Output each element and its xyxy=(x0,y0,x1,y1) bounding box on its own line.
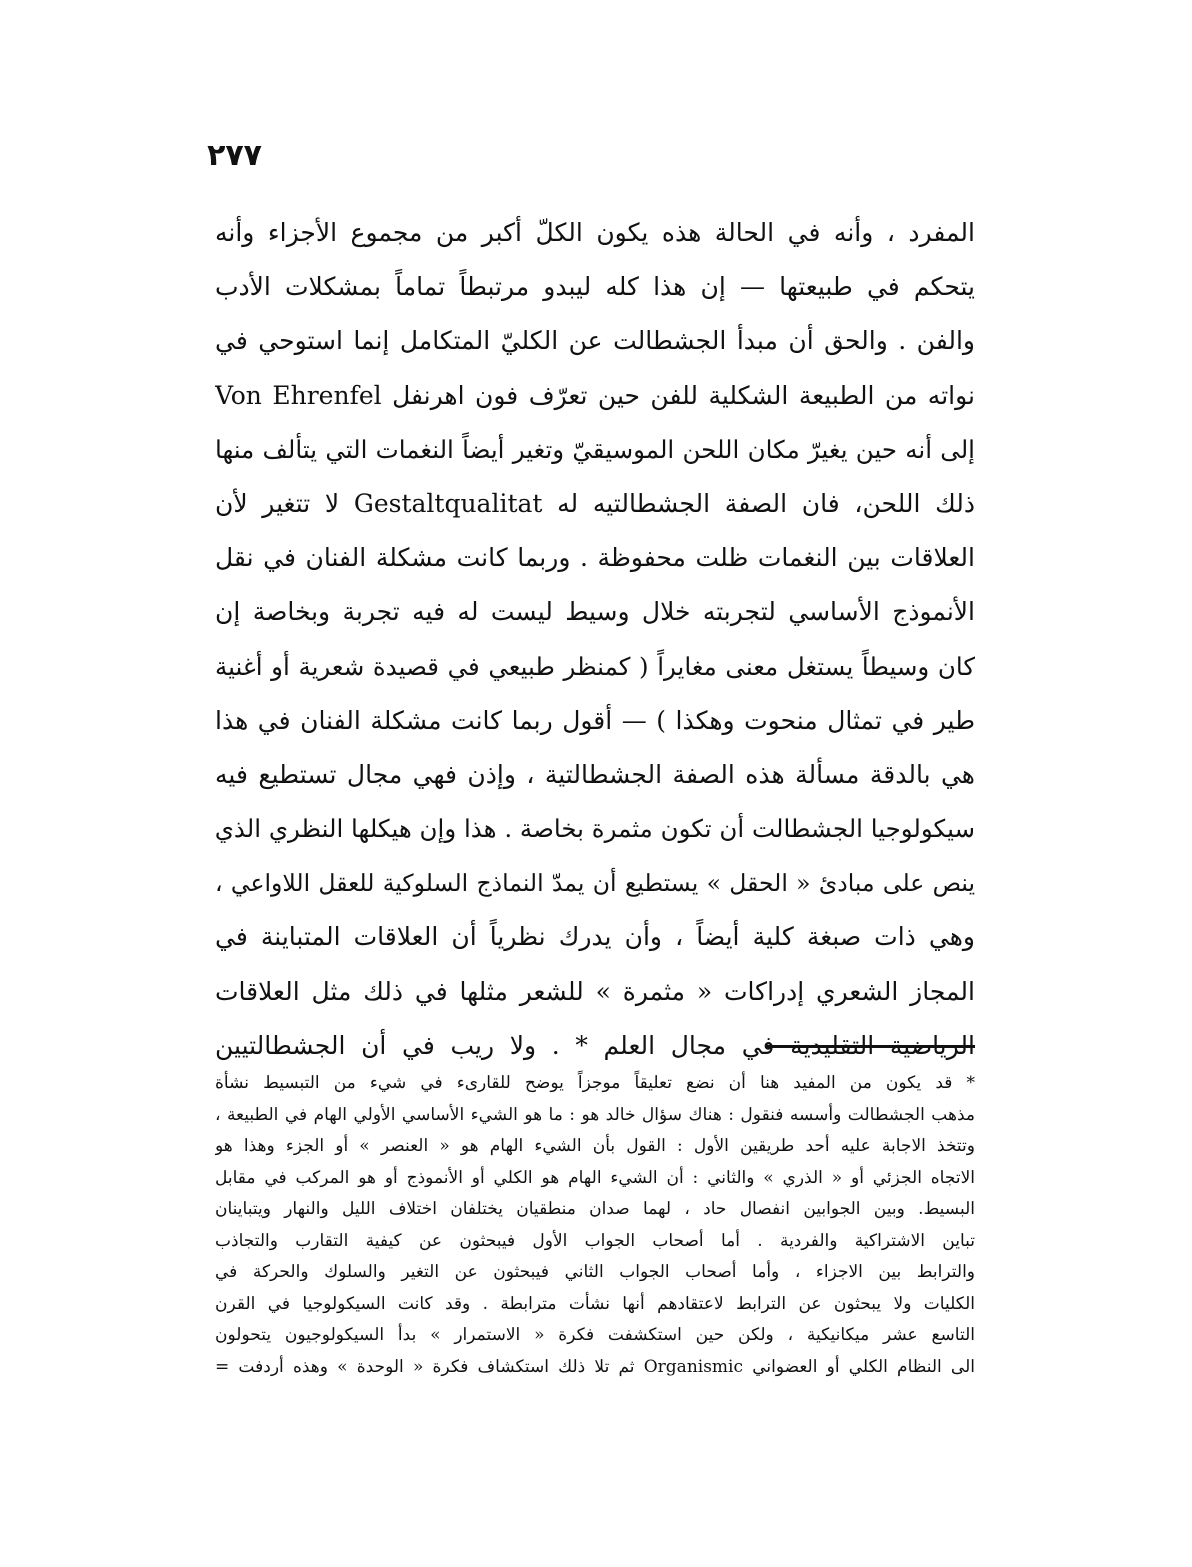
footnote-line: الكليات ولا يبحثون عن الترابط لاعتقادهم أنها نشأت مترابطة . وقد كانت السيكولوجيا في القرن xyxy=(215,1293,975,1314)
footnote-line: الى النظام الكلي أو العضواني Organismic ثم تلا ذلك استكشاف فكرة « الوحدة » وهذه أردفت = xyxy=(215,1356,975,1377)
body-line: إلى أنه حين يغيرّ مكان اللحن الموسيقيّ وتغير أيضاً النغمات التي يتألف منها xyxy=(215,434,975,464)
body-line: الأنموذج الأساسي لتجربته خلال وسيط ليست له فيه تجربة وبخاصة إن xyxy=(215,597,975,627)
footnote-line: الاتجاه الجزئي أو « الذري » والثاني : أن الشيء الهام هو الكلي أو الأنموذج أو هو المركب في مقابل xyxy=(215,1167,975,1188)
body-line: نواته من الطبيعة الشكلية للفن حين تعرّف فون اهرنفل Von Ehrenfel xyxy=(215,380,975,410)
body-line: كان وسيطاً يستغل معنى مغايراً ( كمنظر طبيعي في قصيدة شعرية أو أغنية xyxy=(215,651,975,681)
body-line: ذلك اللحن، فان الصفة الجشطالتيه له Gestaltqualitat لا تتغير لأن xyxy=(215,488,975,518)
body-line: طير في تمثال منحوت وهكذا ) — أقول ربما كانت مشكلة الفنان في هذا xyxy=(215,705,975,735)
footnote-line: والترابط بين الاجزاء ، وأما أصحاب الجواب الثاني فيبحثون عن التغير والسلوك والحركة في xyxy=(215,1262,975,1282)
body-line: يتحكم في طبيعتها — إن هذا كله ليبدو مرتبطاً تماماً بمشكلات الأدب xyxy=(215,272,975,302)
footnote-line: البسيط. وبين الجوابين انفصال حاد ، لهما صدان منطقيان يختلفان اختلاف الليل والنهار ويتباينان xyxy=(215,1199,975,1219)
body-line: العلاقات بين النغمات ظلت محفوظة . وربما كانت مشكلة الفنان في نقل xyxy=(215,543,975,573)
body-line: سيكولوجيا الجشطالت أن تكون مثمرة بخاصة . هذا وإن هيكلها النظري الذي xyxy=(215,814,975,844)
footnote-line: * قد يكون من المفيد هنا أن نضع تعليقاً موجزاً يوضح للقارىء في شيء من التبسيط نشأة xyxy=(215,1073,975,1093)
footnote-line: تباين الاشتراكية والفردية . أما أصحاب الجواب الأول فيبحثون عن كيفية التقارب والتجاذب xyxy=(215,1230,975,1251)
body-line: الرياضية التقليدية في مجال العلم * . ولا ريب في أن الجشطالتيين xyxy=(215,1030,975,1060)
footnote-line: التاسع عشر ميكانيكية ، ولكن حين استكشفت فكرة « الاستمرار » بدأ السيكولوجيون يتحولون xyxy=(215,1325,975,1345)
body-text xyxy=(215,206,975,1073)
body-line: ينص على مبادئ « الحقل » يستطيع أن يمدّ النماذج السلوكية للعقل اللاواعي ، xyxy=(215,869,975,898)
body-line: هي بالدقة مسألة هذه الصفة الجشطالتية ، وإذن فهي مجال تستطيع فيه xyxy=(215,759,975,789)
footnote-line: وتتخذ الاجابة عليه أحد طريقين الأول : القول بأن الشيء الهام هو « العنصر » أو الجزء وهذا هو xyxy=(215,1136,975,1156)
footnote xyxy=(215,1068,975,1383)
page-number: ٢٧٧ xyxy=(207,138,262,173)
body-line: المجاز الشعري إدراكات « مثمرة » للشعر مثلها في ذلك مثل العلاقات xyxy=(215,976,975,1006)
body-line: المفرد ، وأنه في الحالة هذه يكون الكلّ أكبر من مجموع الأجزاء وأنه xyxy=(215,218,975,247)
body-line: وهي ذات صبغة كلية أيضاً ، وأن يدرك نظرياً أن العلاقات المتباينة في xyxy=(215,922,975,952)
footnote-separator xyxy=(765,1045,975,1048)
footnote-line: مذهب الجشطالت وأسسه فنقول : هناك سؤال خالد هو : ما هو الشيء الأساسي الأولي الهام في الطبيعة ، xyxy=(215,1104,975,1125)
body-line: والفن . والحق أن مبدأ الجشطالت عن الكليّ المتكامل إنما استوحي في xyxy=(215,326,975,356)
